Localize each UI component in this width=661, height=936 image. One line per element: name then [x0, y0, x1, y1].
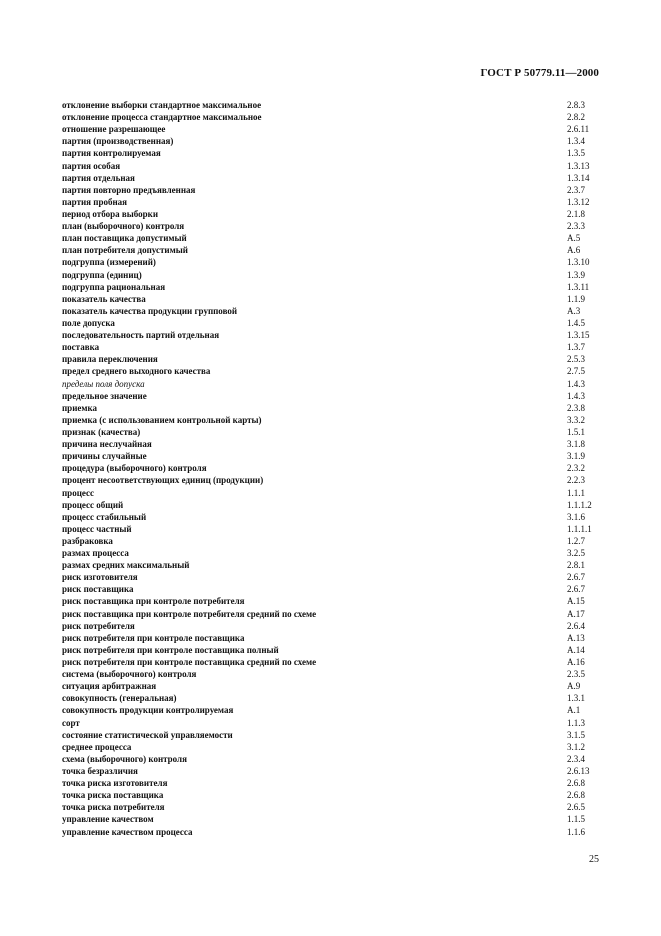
index-reference: 2.6.11 [567, 124, 590, 135]
index-reference: 1.1.9 [567, 293, 585, 304]
index-entry [62, 620, 607, 632]
index-entry [62, 232, 607, 244]
index-term: подгруппа (единиц) [62, 269, 142, 280]
index-term: точка риска потребителя [62, 802, 165, 813]
index-term: партия особая [62, 160, 121, 171]
index-entry [62, 583, 607, 595]
index-term: партия (производственная) [62, 136, 174, 147]
index-reference: 1.4.3 [567, 378, 585, 389]
index-entry [62, 547, 607, 559]
index-term: причины случайные [62, 451, 147, 462]
index-entry [62, 147, 607, 159]
index-entry [62, 826, 607, 838]
index-entry [62, 184, 607, 196]
index-reference: 1.3.1 [567, 693, 585, 704]
index-term: отношение разрешающее [62, 124, 166, 135]
index-term: партия повторно предъявленная [62, 184, 196, 195]
index-term: партия контролируемая [62, 148, 161, 159]
index-term: план поставщика допустимый [62, 233, 187, 244]
index-term: риск поставщика при контроле потребителя [62, 596, 245, 607]
index-term: точка безразличия [62, 766, 138, 777]
index-reference: 1.1.5 [567, 814, 585, 825]
index-entry [62, 717, 607, 729]
index-entry [62, 704, 607, 716]
index-entry [62, 668, 607, 680]
index-entry [62, 329, 607, 341]
index-reference: 1.1.1.1 [567, 523, 592, 534]
index-entry [62, 692, 607, 704]
index-entry [62, 535, 607, 547]
index-reference: A.13 [567, 632, 585, 643]
index-term: размах процесса [62, 548, 129, 559]
term-index [62, 99, 607, 838]
index-entry [62, 753, 607, 765]
index-reference: 3.1.2 [567, 741, 585, 752]
index-entry [62, 281, 607, 293]
index-term: показатель качества продукции групповой [62, 305, 238, 316]
index-term: риск потребителя при контроле поставщика [62, 632, 245, 643]
index-reference: 1.3.7 [567, 342, 585, 353]
index-entry [62, 656, 607, 668]
index-reference: 2.3.7 [567, 184, 585, 195]
index-entry [62, 487, 607, 499]
index-reference: 1.5.1 [567, 426, 585, 437]
index-entry [62, 632, 607, 644]
index-reference: 1.3.13 [567, 160, 590, 171]
index-entry [62, 305, 607, 317]
index-term: поставка [62, 342, 100, 353]
index-term: процесс общий [62, 499, 124, 510]
index-entry [62, 462, 607, 474]
index-reference: A.9 [567, 681, 581, 692]
index-reference: 2.6.7 [567, 584, 585, 595]
index-term: план (выборочного) контроля [62, 221, 185, 232]
index-entry [62, 269, 607, 281]
index-reference: 2.6.5 [567, 802, 585, 813]
index-term: управление качеством процесса [62, 826, 193, 837]
index-entry [62, 499, 607, 511]
index-term: предельное значение [62, 390, 147, 401]
index-term: точка риска поставщика [62, 790, 164, 801]
index-term: размах средних максимальный [62, 560, 190, 571]
index-term: подгруппа рациональная [62, 281, 166, 292]
index-term: правила переключения [62, 354, 158, 365]
index-entry [62, 741, 607, 753]
index-reference: 1.3.9 [567, 269, 585, 280]
index-term: риск потребителя [62, 620, 135, 631]
index-term: партия пробная [62, 196, 128, 207]
index-reference: 2.1.8 [567, 208, 585, 219]
index-term: пределы поля допуска [62, 378, 145, 389]
index-entry [62, 341, 607, 353]
index-reference: 1.4.5 [567, 317, 585, 328]
index-reference: 1.3.12 [567, 196, 590, 207]
index-reference: A.14 [567, 644, 585, 655]
index-reference: 1.3.11 [567, 281, 590, 292]
index-entry [62, 378, 607, 390]
index-entry [62, 160, 607, 172]
index-entry [62, 426, 607, 438]
index-reference: 1.3.5 [567, 148, 585, 159]
index-term: управление качеством [62, 814, 154, 825]
index-term: процесс стабильный [62, 511, 147, 522]
index-entry [62, 789, 607, 801]
index-entry [62, 196, 607, 208]
index-term: подгруппа (измерений) [62, 257, 156, 268]
index-entry [62, 172, 607, 184]
index-term: среднее процесса [62, 741, 132, 752]
index-reference: 2.6.8 [567, 790, 585, 801]
index-term: совокупность продукции контролируемая [62, 705, 234, 716]
index-term: совокупность (генеральная) [62, 693, 177, 704]
index-reference: 2.6.7 [567, 572, 585, 583]
index-term: сорт [62, 717, 80, 728]
index-term: приемка (с использованием контрольной карты) [62, 414, 262, 425]
index-term: схема (выборочного) контроля [62, 753, 187, 764]
index-reference: 3.1.6 [567, 511, 585, 522]
index-term: точка риска изготовителя [62, 778, 168, 789]
index-entry [62, 438, 607, 450]
index-entry [62, 777, 607, 789]
index-reference: A.1 [567, 705, 581, 716]
index-entry [62, 801, 607, 813]
index-reference: 2.6.8 [567, 778, 585, 789]
index-reference: 2.3.2 [567, 463, 585, 474]
index-reference: 1.1.6 [567, 826, 585, 837]
index-reference: 2.6.13 [567, 766, 590, 777]
index-reference: 2.8.2 [567, 112, 585, 123]
index-entry [62, 402, 607, 414]
index-reference: 2.3.5 [567, 669, 585, 680]
index-term: процесс [62, 487, 94, 498]
document-header: ГОСТ Р 50779.11—2000 [480, 67, 599, 79]
index-reference: 3.1.8 [567, 439, 585, 450]
index-reference: A.17 [567, 608, 585, 619]
index-term: отклонение выборки стандартное максимальное [62, 100, 262, 110]
index-entry [62, 559, 607, 571]
index-entry [62, 523, 607, 535]
index-reference: 2.7.5 [567, 366, 585, 377]
index-term: причина неслучайная [62, 439, 152, 450]
index-reference: 3.1.9 [567, 451, 585, 462]
index-entry [62, 729, 607, 741]
index-term: риск изготовителя [62, 572, 138, 583]
index-entry [62, 511, 607, 523]
index-entry [62, 353, 607, 365]
index-term: план потребителя допустимый [62, 245, 188, 256]
index-term: система (выборочного) контроля [62, 669, 197, 680]
index-entry [62, 256, 607, 268]
index-entry [62, 474, 607, 486]
index-reference: A.6 [567, 245, 581, 256]
index-reference: 1.3.4 [567, 136, 585, 147]
index-term: риск потребителя при контроле поставщика полный [62, 644, 279, 655]
index-entry [62, 680, 607, 692]
index-term: состояние статистической управляемости [62, 729, 233, 740]
index-reference: 1.4.3 [567, 390, 585, 401]
index-entry [62, 644, 607, 656]
index-reference: 2.8.1 [567, 560, 585, 571]
index-entry [62, 317, 607, 329]
index-term: признак (качества) [62, 426, 141, 437]
index-term: партия отдельная [62, 172, 135, 183]
index-reference: 1.1.1 [567, 487, 585, 498]
index-entry [62, 390, 607, 402]
index-entry [62, 123, 607, 135]
index-reference: 2.5.3 [567, 354, 585, 365]
index-term: процесс частный [62, 523, 132, 534]
index-term: разбраковка [62, 535, 113, 546]
index-entry [62, 208, 607, 220]
index-term: риск потребителя при контроле поставщика средний по схеме [62, 657, 317, 668]
index-entry [62, 135, 607, 147]
index-term: поле допуска [62, 317, 115, 328]
index-term: приемка [62, 402, 98, 413]
index-reference: 2.3.4 [567, 753, 585, 764]
index-term: ситуация арбитражная [62, 681, 157, 692]
index-entry [62, 414, 607, 426]
index-reference: 1.3.14 [567, 172, 590, 183]
index-reference: 1.3.15 [567, 330, 590, 341]
index-entry [62, 450, 607, 462]
index-reference: A.3 [567, 305, 581, 316]
index-reference: 2.6.4 [567, 620, 585, 631]
index-term: предел среднего выходного качества [62, 366, 211, 377]
index-entry [62, 365, 607, 377]
index-reference: 1.1.3 [567, 717, 585, 728]
index-term: показатель качества [62, 293, 146, 304]
index-term: риск поставщика [62, 584, 134, 595]
index-reference: 3.1.5 [567, 729, 585, 740]
index-entry [62, 244, 607, 256]
index-reference: 2.2.3 [567, 475, 585, 486]
index-entry [62, 595, 607, 607]
index-term: процент несоответствующих единиц (продукции) [62, 475, 264, 486]
index-term: процедура (выборочного) контроля [62, 463, 207, 474]
index-term: последовательность партий отдельная [62, 330, 220, 341]
index-reference: A.16 [567, 657, 585, 668]
index-entry [62, 765, 607, 777]
page-number: 25 [589, 854, 599, 865]
index-reference: 2.3.3 [567, 221, 585, 232]
index-entry [62, 293, 607, 305]
index-reference: 1.1.1.2 [567, 499, 592, 510]
index-reference: 3.3.2 [567, 414, 585, 425]
index-reference: A.15 [567, 596, 585, 607]
index-entry [62, 220, 607, 232]
index-reference: 2.8.3 [567, 100, 585, 110]
index-term: риск поставщика при контроле потребителя средний по схеме [62, 608, 317, 619]
index-reference: 3.2.5 [567, 548, 585, 559]
index-reference: A.5 [567, 233, 581, 244]
index-term: отклонение процесса стандартное максимальное [62, 112, 262, 123]
index-reference: 1.2.7 [567, 535, 585, 546]
index-reference: 1.3.10 [567, 257, 590, 268]
index-term: период отбора выборки [62, 208, 158, 219]
index-entry [62, 99, 607, 111]
index-entry [62, 813, 607, 825]
index-entry [62, 571, 607, 583]
index-reference: 2.3.8 [567, 402, 585, 413]
index-entry [62, 608, 607, 620]
index-entry [62, 111, 607, 123]
